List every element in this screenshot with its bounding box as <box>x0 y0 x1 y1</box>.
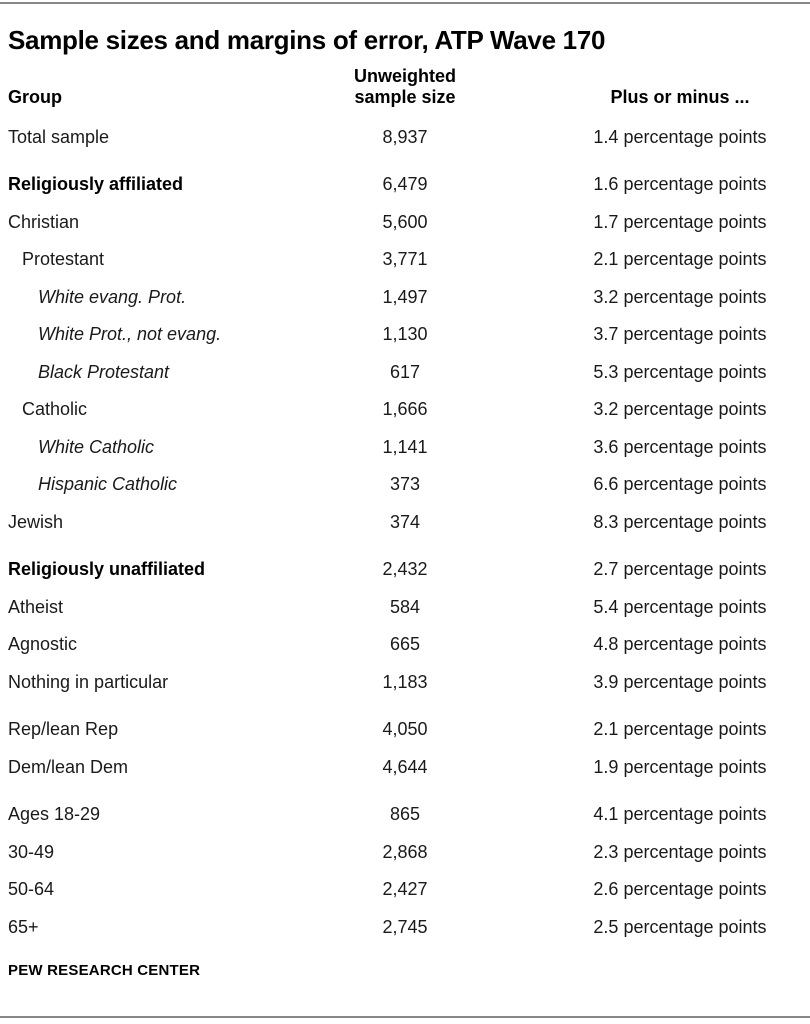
sample-size-cell: 584 <box>389 596 421 617</box>
group-cell: White Prot., not evang. <box>38 324 222 345</box>
sample-size-cell: 373 <box>389 474 421 495</box>
table-row <box>8 428 802 466</box>
group-cell: Nothing in particular <box>8 671 169 692</box>
column-header-group: Group <box>8 87 62 107</box>
table-row <box>8 316 802 354</box>
moe-cell: 1.7 percentage points <box>593 211 767 232</box>
sample-size-cell: 1,183 <box>382 671 428 692</box>
table-row <box>8 551 802 589</box>
sample-size-cell: 5,600 <box>382 211 428 232</box>
sample-size-cell: 374 <box>389 511 421 532</box>
moe-cell: 3.2 percentage points <box>593 286 767 307</box>
sample-size-cell: 4,644 <box>382 756 428 777</box>
group-cell: Total sample <box>8 126 110 147</box>
moe-cell: 4.8 percentage points <box>593 634 767 655</box>
moe-cell: 2.5 percentage points <box>593 916 767 937</box>
column-header-sample-size-line1: Unweighted <box>354 66 456 86</box>
group-cell: Jewish <box>8 511 64 532</box>
table-row <box>8 711 802 749</box>
sample-size-cell: 665 <box>389 634 421 655</box>
moe-cell: 2.1 percentage points <box>593 249 767 270</box>
sample-size-cell: 1,666 <box>382 399 428 420</box>
table-row <box>8 241 802 279</box>
source-label: PEW RESEARCH CENTER <box>8 961 201 979</box>
top-rule <box>0 2 810 4</box>
sample-size-cell: 8,937 <box>382 126 428 147</box>
group-cell: Hispanic Catholic <box>38 474 178 495</box>
table-row <box>8 748 802 786</box>
moe-cell: 1.6 percentage points <box>593 174 767 195</box>
group-cell: Black Protestant <box>38 361 170 382</box>
group-cell: White evang. Prot. <box>38 286 187 307</box>
sample-size-cell: 2,427 <box>382 879 428 900</box>
table-row <box>8 391 802 429</box>
table-row <box>8 466 802 504</box>
moe-cell: 3.9 percentage points <box>593 671 767 692</box>
moe-cell: 3.6 percentage points <box>593 436 767 457</box>
table-body <box>0 118 810 946</box>
table-row <box>8 166 802 204</box>
sample-size-cell: 617 <box>389 361 421 382</box>
moe-cell: 1.9 percentage points <box>593 756 767 777</box>
table-row <box>8 626 802 664</box>
sample-size-cell: 3,771 <box>382 249 428 270</box>
bottom-rule <box>0 1016 810 1018</box>
sample-size-cell: 1,141 <box>382 436 428 457</box>
sample-size-cell: 1,130 <box>382 324 428 345</box>
group-cell: Christian <box>8 211 80 232</box>
figure-title: Sample sizes and margins of error, ATP Wave 170 <box>8 25 606 55</box>
moe-cell: 2.3 percentage points <box>593 841 767 862</box>
moe-cell: 5.4 percentage points <box>593 596 767 617</box>
moe-cell: 2.7 percentage points <box>593 559 767 580</box>
moe-cell: 8.3 percentage points <box>593 511 767 532</box>
group-cell: Dem/lean Dem <box>8 756 129 777</box>
moe-cell: 3.7 percentage points <box>593 324 767 345</box>
moe-cell: 2.1 percentage points <box>593 719 767 740</box>
sample-size-cell: 2,745 <box>382 916 428 937</box>
group-cell: Ages 18-29 <box>8 804 101 825</box>
group-cell: Religiously unaffiliated <box>8 559 206 580</box>
moe-cell: 2.6 percentage points <box>593 879 767 900</box>
table-row <box>8 118 802 156</box>
table-row <box>8 796 802 834</box>
table-row <box>8 871 802 909</box>
sample-size-cell: 2,432 <box>382 559 428 580</box>
column-header-moe: Plus or minus ... <box>610 87 750 107</box>
group-cell: Catholic <box>22 399 88 420</box>
table-row <box>8 278 802 316</box>
sample-size-cell: 2,868 <box>382 841 428 862</box>
group-cell: 65+ <box>8 916 39 937</box>
group-cell: Protestant <box>22 249 105 270</box>
sample-size-cell: 865 <box>389 804 421 825</box>
table-row <box>8 588 802 626</box>
table-row <box>8 503 802 541</box>
moe-cell: 6.6 percentage points <box>593 474 767 495</box>
group-cell: 30-49 <box>8 841 55 862</box>
table-row <box>8 353 802 391</box>
table-row <box>8 663 802 701</box>
group-cell: Rep/lean Rep <box>8 719 119 740</box>
group-cell: Atheist <box>8 596 64 617</box>
table-row <box>8 833 802 871</box>
group-cell: White Catholic <box>38 436 155 457</box>
group-cell: 50-64 <box>8 879 55 900</box>
moe-cell: 4.1 percentage points <box>593 804 767 825</box>
table-header-row <box>8 66 802 118</box>
report-table-figure <box>0 2 810 1024</box>
group-cell: Agnostic <box>8 634 78 655</box>
moe-cell: 1.4 percentage points <box>593 126 767 147</box>
sample-size-cell: 4,050 <box>382 719 428 740</box>
sample-size-cell: 6,479 <box>382 174 428 195</box>
group-cell: Religiously affiliated <box>8 174 184 195</box>
table-row <box>8 203 802 241</box>
moe-cell: 5.3 percentage points <box>593 361 767 382</box>
column-header-sample-size <box>330 66 480 108</box>
table-row <box>8 908 802 946</box>
moe-cell: 3.2 percentage points <box>593 399 767 420</box>
column-header-sample-size-line2: sample size <box>354 87 456 107</box>
sample-size-cell: 1,497 <box>382 286 428 307</box>
